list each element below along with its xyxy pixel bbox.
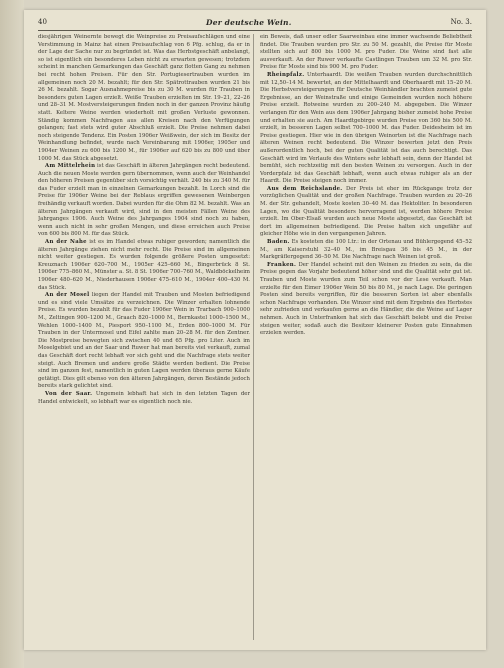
article-paragraph: Am Mittelrhein ist das Geschäft in älteren Jahrgängen recht bedeutend. Auch die neuen Moste werden gern übernommen, wenn auch der Weinhandel den höheren Preisen gegenüber sich vorsichtig verhält. 240 bis zu 340 M. für das Fuder erzielt man in einzelnen Gemarkungen bezahlt. In Lorch sind die Preise für 1906er Weine bei der Reblaus ergriffen gewesenen Weinbergen freihändig verkauft worden. Dabei wurden für die Ohm 82 M. bezahlt. Was an älteren Jahrgängen verkauft wird, sind in den meisten Fällen Weine des Jahrganges 1906. Auch Weine des Jahrganges 1904 sind noch zu haben, wenn auch nicht in sehr großen Mengen, und diese erreichen auch Preise von 600 bis 800 M. für das Stück. bbox=[38, 163, 250, 238]
article-paragraph: Rheinpfalz. Unterhaardt. Die weißen Trauben wurden durchschnittlich mit 12,50–14 M. bewertet, an der Mittelhaardt und Oberhaardt mit 15–20 M. Die Herbstversteigerungen für Deutsche Weinhändler brachten zumeist gute Ergebnisse, an der Weinstraße und einige Gemeinden wurden noch höhere Preise erzielt. Rotweine wurden zu 200–240 M. abgegeben. Die Winzer verlangen für den Wein aus dem 1906er Jahrgang bisher zumeist hohe Preise und erhalten sie auch. Am Haardtgebirge wurden Preise von 360 bis 500 M. erzielt, in besseren Lagen selbst 700–1000 M. das Fuder. Deidesheim ist im Preise gestiegen. Hier wie in den übrigen Weinorten ist die Nachfrage nach älteren Weinen recht bedeutend. Die Winzer bewerten jetzt den Preis außerordentlich hoch, bei der guten Qualität ist das auch berechtigt. Das Geschäft wird im Verlaufe des Winters sehr lebhaft sein, denn der Handel ist bemüht, sich rechtzeitig mit den besten Weinen zu versorgen. Auch in der Vorderpfalz ist das Geschäft lebhaft, wenn auch etwas ruhiger als an der Haardt. Die Preise steigen noch immer. bbox=[260, 71, 472, 185]
section-heading: Aus dem Reichslande. bbox=[267, 185, 343, 192]
article-paragraph: An der Nahe ist es im Handel etwas ruhiger geworden; namentlich die älteren Jahrgänge ziehen nicht mehr recht. Die Preise sind im allgemeinen nicht weiter gestiegen. Es wurden folgende größere Posten umgesetzt: Kreuznach 1906er 620–700 M., 1905er 425–660 M., Bingerbrück 8 St. 1906er 775–860 M., Münster a. St. 8 St. 1906er 700–760 M., Waldböckelheim 1906er 480–620 M., Niederhausen 1906er 475–610 M., 1904er 400–430 M. das Stück. bbox=[38, 239, 250, 291]
section-heading: Rheinpfalz. bbox=[267, 71, 305, 78]
right-column bbox=[260, 34, 472, 642]
section-heading: Von der Saar. bbox=[45, 390, 93, 397]
section-heading: An der Mosel bbox=[45, 292, 90, 299]
header-rule bbox=[38, 30, 472, 31]
page-header bbox=[38, 16, 472, 28]
column-divider bbox=[253, 34, 254, 640]
section-heading: Franken. bbox=[267, 261, 297, 268]
issue-number: No. 3. bbox=[450, 18, 472, 26]
article-paragraph: Aus dem Reichslande. Der Preis ist eher im Rückgange trotz der vorzüglichen Qualität und der großen Nachfrage. Trauben wurden zu 20–26 M. der Str. gehandelt, Moste kosten 30–40 M. das Hektoliter. In besonderen Lagen, wo die Qualität besonders hervorragend ist, werden höhere Preise erzielt. Im Ober-Elsaß wurden auch neue Moste abgesetzt, das Geschäft ist dort im allgemeinen befriedigend. Die Preise halten sich ungefähr auf gleicher Höhe wie in den vergangenen Jahren. bbox=[260, 185, 472, 238]
section-heading: Am Mittelrhein bbox=[45, 163, 96, 170]
article-paragraph: diesjährigen Weinernte bewegt die Weinpreise zu Preisaufschlägen und eine Verstimmung in Mainz hat einen Preisaufschlag von 6 Pfg. schlug, da er in der Lage der Sache nur zu begründet ist. Was das Herbstgeschäft anbelangt, so ist eigentlich ein besonderes Leben nicht zu erwarten gewesen; trotzdem scheint in manchen Gemarkungen das Geschäft ganz flotten Gang zu nehmen bei recht hohen Preisen. Für den Str. Portugiesertrauben wurden im allgemeinen noch 20 M. bezahlt; für den Str. Spätrottrauben wurden 21 bis 26 M. bezahlt. Sogar Ausnahmepreise bis zu 30 M. wurden für Trauben in besonders guten Lagen erzielt. Weiße Trauben erzielten im Str. 19–21, 22–26 und 28–31 M. Mostversteigerungen finden noch in der ganzen Provinz häufig statt. Keltere Weine werden wiederholt mit großen Verluste gewonnen. Ständig kommen Nachfragen aus allen Kreisen nach den Verfügungen gelangen; fast stets wird guter Abschluß erzielt. Die Preise nehmen dabei noch steigende Tendenz. Ein Posten 1906er Weißwein, der sich im Besitz der Weinhandlung befindet, wurde nach Vereinbarung mit 1906er, 1905er und 1904er Weinen zu 600 bis 1200 M., für 1906er auf 620 bis zu 800 und über 1000 M. das Stück abgesetzt. bbox=[38, 34, 250, 162]
section-heading: An der Nahe bbox=[45, 239, 87, 246]
page-number: 40 bbox=[38, 18, 47, 26]
article-paragraph: Franken. Der Handel scheint mit den Weinen zu frieden zu sein, da die Preise gegen das Vorjahr bedeutend höher sind und die Qualität sehr gut ist. Trauben und Moste wurden zum Teil schon vor der Lese verkauft. Man erzielte für den Eimer 1906er Wein 50 bis 80 M., je nach Lage. Die geringen Posten sind bereits vergriffen, für die besseren Sorten ist aber ebenfalls schon Nachfrage vorhanden. Die Winzer sind mit dem Ergebnis des Herbstes sehr zufrieden und verkaufen gerne an die Händler, die die Weine auf Lager nehmen. Auch in Unterfranken hat sich das Geschäft belebt und die Preise steigen weiter, sodaß auch die Besitzer kleinerer Posten gute Einnahmen erzielen werden. bbox=[260, 261, 472, 337]
article-paragraph: An der Mosel liegen der Handel mit Trauben und Mosten befriedigend und es sind viele Umsätze zu verzeichnen. Die Winzer erhalten lohnende Preise. Es wurden bezahlt für das Fuder 1906er Wein in Trarbach 900–1000 M., Zeltingen 900–1200 M., Graach 820–1000 M., Bernkastel 1000–1500 M., Wehlen 1000–1400 M., Piesport 950–1100 M., Erden 800–1000 M. Für Trauben in der Untermosel und Eifel zahlte man 20–28 M. für den Zentner. Die Mostpreise bewegten sich zwischen 40 und 65 Pfg. pro Liter. Auch im Moselgebiet und an der Saar und Ruwer hat man bereits viel verkauft, zumal das Geschäft dort recht lebhaft vor sich geht und die Nachfrage stets weiter steigt. Auch Bremen und andere große Städte werden bedient. Die Preise sind im ganzen fest, namentlich in guten Lagen werden überaus gerne Käufe getätigt. Dies gilt ebenso von den älteren Jahrgängen, deren Bestände jedoch bereits stark gelichtet sind. bbox=[38, 292, 250, 390]
article-paragraph: Baden. Es kosteten die 100 Ltr.: in der Ortenau und Bühlergegend 45–52 M., am Kaiserstuhl 32–40 M., im Breisgau 36 bis 45 M., in der Markgräflergegend 36–50 M. Die Nachfrage nach Weinen ist groß. bbox=[260, 239, 472, 261]
left-column bbox=[38, 34, 250, 642]
article-paragraph: ein Beweis, daß unser edler Saarweinbau eine immer wachsende Beliebtheit findet. Die Trauben wurden pro Str. zu 50 M. gezahlt, die Preise für Moste stellten sich auf 800 bis 1000 M. pro Fuder. Die Weine sind fast alle ausverkauft. An der Ruwer verkaufte Castlingen Trauben um 32 M. pro Str. Preise für Moste sind bis 900 M. pro Fuder. bbox=[260, 34, 472, 71]
document-page bbox=[24, 10, 486, 650]
article-paragraph: Von der Saar. Ungemein lebhaft hat sich in den letzten Tagen der Handel entwickelt, so lebhaft war es eigentlich noch nie. bbox=[38, 390, 250, 405]
section-heading: Baden. bbox=[267, 239, 290, 246]
book-binding bbox=[0, 0, 24, 668]
journal-title: Der deutsche Wein. bbox=[206, 17, 292, 27]
